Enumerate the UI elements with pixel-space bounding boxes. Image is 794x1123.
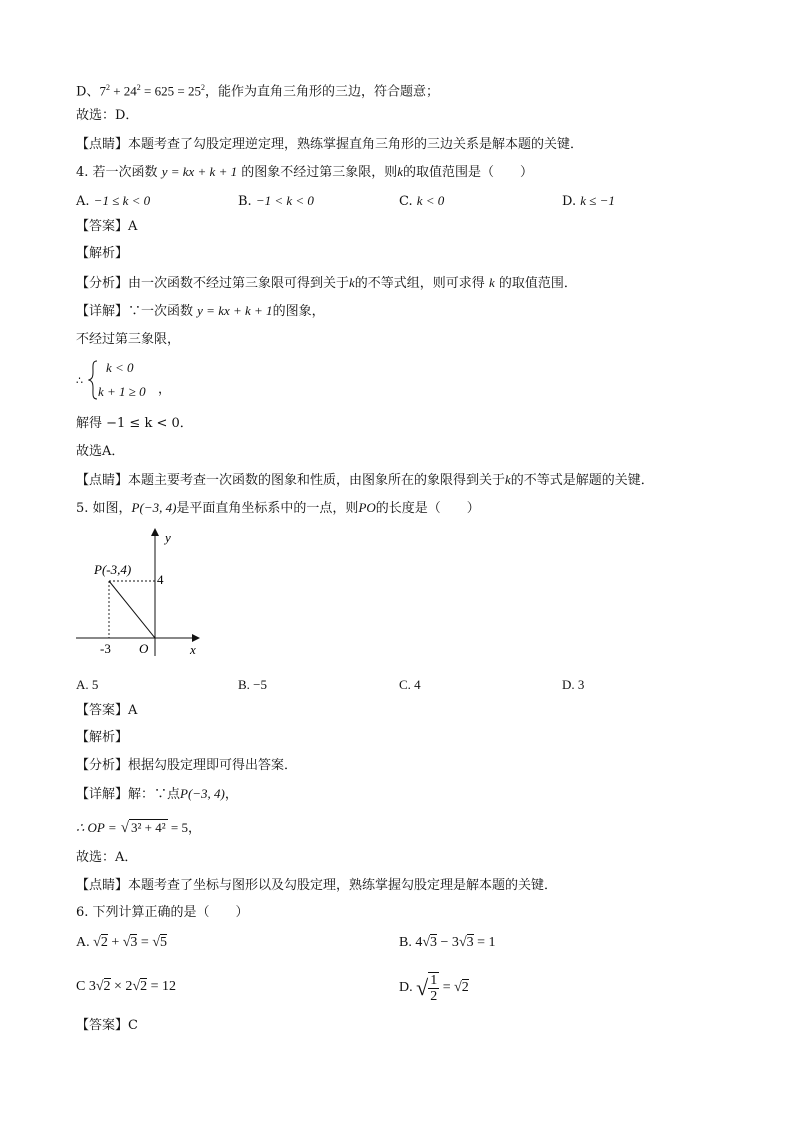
q4-choice: 故选A． bbox=[76, 444, 125, 459]
exp: 2 bbox=[105, 83, 110, 92]
q5-stem-point: P(−3, 4) bbox=[131, 500, 177, 515]
exp: 2 bbox=[200, 83, 205, 92]
sqrt-icon: √ bbox=[93, 935, 101, 950]
q3-optd-label: D、 bbox=[76, 84, 100, 100]
option-label: A. bbox=[76, 194, 90, 209]
coef: 3 bbox=[88, 979, 96, 994]
coef: 4 bbox=[415, 935, 423, 950]
q4-stem-post: 的图象不经过第三象限，则 bbox=[241, 165, 398, 180]
radicand: 5 bbox=[160, 935, 167, 950]
q5-option-b[interactable] bbox=[238, 676, 267, 694]
sqrt-icon: √ bbox=[422, 935, 431, 950]
radicand: 2 bbox=[103, 979, 111, 994]
q5-stem bbox=[76, 499, 480, 518]
sqrt-icon: √ bbox=[454, 980, 462, 996]
sqrt-icon: √ bbox=[120, 820, 130, 836]
op: = bbox=[442, 980, 451, 996]
op: = 1 bbox=[477, 935, 496, 950]
option-label: A. bbox=[76, 935, 90, 950]
q6-answer: 【答案】C bbox=[76, 1018, 138, 1033]
q4-detail-line2: 不经过第三象限， bbox=[76, 332, 181, 347]
detail-formula: y = kx + k + 1 bbox=[197, 303, 273, 318]
calc-pre: ∴ OP = bbox=[76, 820, 117, 835]
option-label: A. 5 bbox=[76, 677, 99, 692]
left-brace-icon bbox=[88, 360, 98, 400]
q5-stem-end: 的长度是（ ） bbox=[375, 501, 480, 516]
q5-answer: 【答案】A bbox=[76, 703, 138, 718]
q4-stem bbox=[76, 163, 533, 182]
var-k: k bbox=[349, 275, 355, 290]
q3-comment: 【点睛】本题考查了勾股定理逆定理，熟练掌握直角三角形的三边关系是解本题的关键． bbox=[76, 137, 584, 152]
q4-stem-pre: 4. 若一次函数 bbox=[76, 165, 158, 180]
detail-point: P(−3, 4) bbox=[180, 786, 225, 801]
detail-pre: 【详解】解：∵点 bbox=[76, 787, 181, 802]
q5-option-c[interactable] bbox=[399, 676, 421, 694]
option-label: C bbox=[76, 979, 86, 994]
q5-comment: 【点睛】本题考查了坐标与图形以及勾股定理，熟练掌握勾股定理是解本题的关键． bbox=[76, 878, 558, 893]
comment-pre: 【点睛】本题主要考查一次函数的图象和性质，由图象所在的象限得到关于 bbox=[76, 473, 506, 488]
therefore-symbol: ∴ bbox=[76, 374, 83, 387]
op: − 3 bbox=[440, 935, 459, 950]
op: = 12 bbox=[150, 979, 177, 994]
segment-po bbox=[109, 581, 155, 638]
q5-option-d[interactable] bbox=[562, 676, 584, 694]
analysis-pre: 【分析】由一次函数不经过第三象限可得到关于 bbox=[76, 276, 350, 291]
x-axis-label: x bbox=[190, 642, 196, 657]
q4-stem-formula: y = kx + k + 1 bbox=[161, 164, 238, 179]
q3-option-d-line bbox=[76, 79, 439, 101]
q5-stem-po: PO bbox=[358, 500, 376, 515]
radicand: 3 bbox=[466, 935, 474, 950]
op: × 2 bbox=[114, 979, 133, 994]
calc-post: = 5， bbox=[167, 820, 201, 835]
radicand: 3 bbox=[430, 935, 438, 950]
q4-comment bbox=[76, 471, 654, 490]
coordinate-figure bbox=[70, 522, 210, 662]
q4-system-line1: k < 0 bbox=[106, 360, 134, 375]
q5-detail bbox=[76, 785, 238, 804]
q6-option-a[interactable] bbox=[76, 934, 167, 952]
point-p-label: P(-3,4) bbox=[94, 562, 132, 577]
sqrt-icon: √ bbox=[132, 979, 141, 994]
q4-solve: 解得 −1 ≤ k < 0． bbox=[76, 416, 193, 431]
q3-eq-24: + 24 bbox=[109, 83, 137, 99]
q4-detail bbox=[76, 302, 325, 321]
q4-option-b[interactable] bbox=[238, 192, 314, 211]
q4-system-line2: k + 1 ≥ 0 bbox=[98, 384, 146, 399]
q5-calc bbox=[76, 819, 201, 838]
q4-analysis bbox=[76, 274, 577, 293]
detail-pre: 【详解】∵一次函数 bbox=[76, 304, 194, 319]
q5-choice: 故选：A． bbox=[76, 850, 138, 865]
radicand: 2 bbox=[140, 979, 148, 994]
q4-answer: 【答案】A bbox=[76, 219, 138, 234]
option-text: −5 bbox=[253, 677, 268, 692]
option-text: −1 ≤ k < 0 bbox=[93, 193, 151, 208]
var-k: k bbox=[488, 275, 495, 290]
detail-post: 的图象， bbox=[272, 304, 325, 319]
q4-analysis-head: 【解析】 bbox=[76, 246, 129, 261]
option-label: D. bbox=[399, 980, 413, 996]
y-axis-label: y bbox=[165, 530, 171, 545]
q5-analysis: 【分析】根据勾股定理即可得出答案． bbox=[76, 758, 298, 773]
q3-eq-625: = 625 = 25 bbox=[140, 83, 201, 99]
q6-option-d[interactable] bbox=[399, 970, 469, 1006]
q4-option-d[interactable] bbox=[562, 192, 615, 211]
sqrt-icon: √ bbox=[458, 935, 467, 950]
option-text: −1 < k < 0 bbox=[255, 193, 314, 208]
option-text: k ≤ −1 bbox=[580, 193, 615, 208]
analysis-mid: 的不等式组，则可求得 bbox=[354, 276, 485, 291]
denominator: 2 bbox=[430, 989, 438, 1004]
exp: 2 bbox=[136, 83, 141, 92]
option-label: C. bbox=[399, 194, 413, 209]
comment-post: 的不等式是解题的关键． bbox=[510, 473, 654, 488]
q3-eq-7: 7 bbox=[99, 83, 106, 99]
q6-stem: 6. 下列计算正确的是（ ） bbox=[76, 905, 249, 920]
q3-optd-tail: ，能作为直角三角形的三边，符合题意； bbox=[204, 84, 439, 100]
numerator: 1 bbox=[430, 973, 438, 988]
q4-option-c[interactable] bbox=[399, 192, 444, 211]
fraction bbox=[428, 972, 439, 1004]
op: + bbox=[111, 935, 120, 950]
option-label: B. bbox=[238, 677, 250, 692]
detail-post: ， bbox=[224, 787, 238, 802]
op: = bbox=[140, 935, 149, 950]
q4-option-a[interactable] bbox=[76, 192, 150, 211]
q5-stem-mid: 是平面直角坐标系中的一点，则 bbox=[176, 501, 359, 516]
x-tick-label: -3 bbox=[100, 641, 111, 656]
option-label: C. 4 bbox=[399, 677, 421, 692]
calc-radicand: 3² + 4² bbox=[131, 820, 166, 835]
q5-stem-pre: 5. 如图， bbox=[76, 501, 132, 516]
option-label: D. 3 bbox=[562, 677, 585, 692]
var-k: k bbox=[397, 164, 404, 179]
q5-option-a[interactable] bbox=[76, 676, 98, 694]
sqrt-icon: √ bbox=[122, 935, 131, 950]
option-text: k < 0 bbox=[416, 193, 445, 208]
radicand: 2 bbox=[461, 980, 469, 996]
option-label: D. bbox=[562, 194, 577, 209]
option-label: B. bbox=[238, 194, 252, 209]
q4-system-comma: ， bbox=[158, 382, 172, 397]
q5-analysis-head: 【解析】 bbox=[76, 730, 129, 745]
option-label: B. bbox=[399, 935, 412, 950]
radicand: 2 bbox=[100, 935, 108, 950]
q4-stem-end: 的取值范围是（ ） bbox=[403, 165, 534, 180]
radicand: 3 bbox=[130, 935, 138, 950]
sqrt-icon: √ bbox=[95, 979, 104, 994]
sqrt-icon: √ bbox=[152, 935, 160, 950]
analysis-post: 的取值范围． bbox=[498, 276, 577, 291]
var-k: k bbox=[505, 472, 511, 487]
q6-option-c[interactable] bbox=[76, 978, 176, 996]
y-tick-label: 4 bbox=[157, 572, 164, 587]
origin-label: O bbox=[139, 641, 149, 656]
q6-option-b[interactable] bbox=[399, 934, 496, 952]
q3-choice: 故选：D． bbox=[76, 108, 139, 123]
sqrt-icon: √ bbox=[416, 975, 429, 1000]
